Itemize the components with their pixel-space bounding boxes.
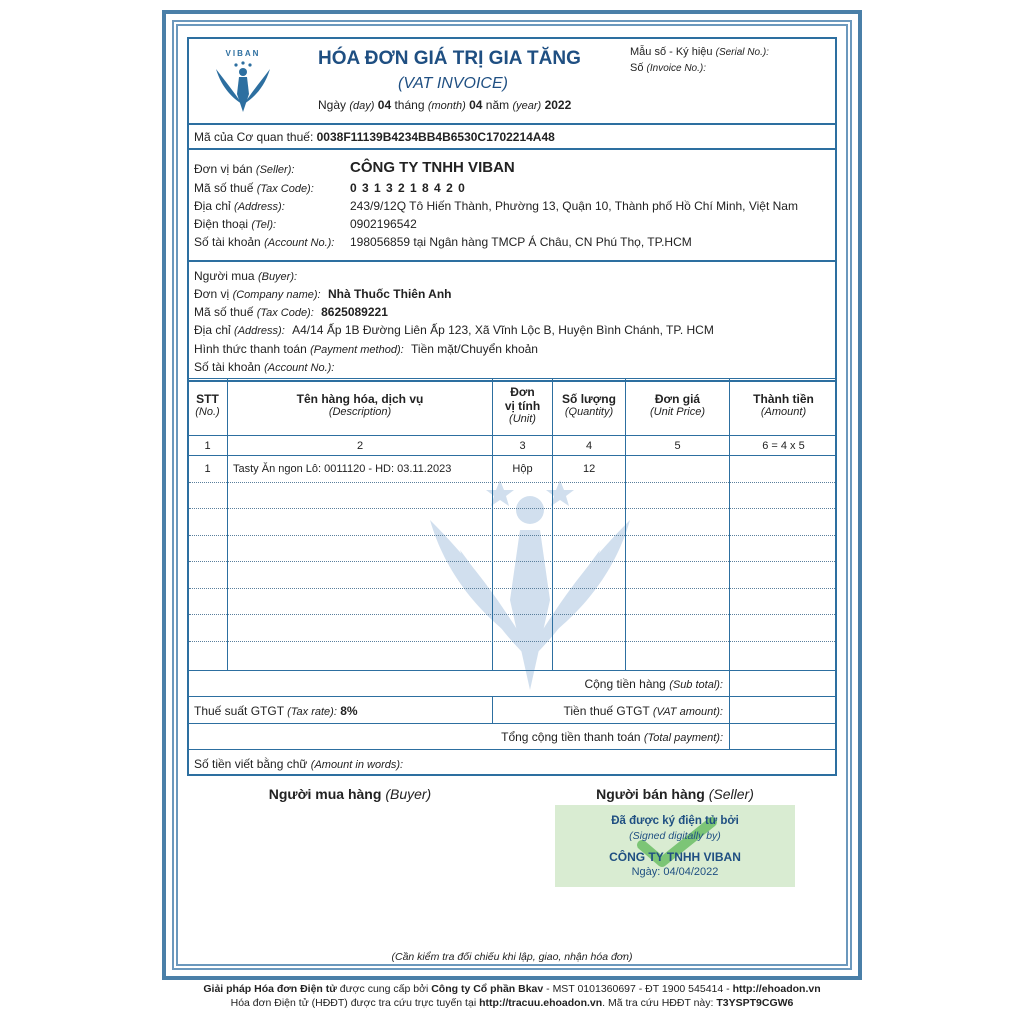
- footer-line-1: [0, 983, 1024, 995]
- col-header-no-vi: STT: [196, 392, 219, 406]
- vat-amount-label: [564, 704, 724, 718]
- month-label: tháng: [394, 98, 425, 112]
- col-header-desc: [228, 392, 492, 418]
- total-payment-label-vi: Tổng cộng tiền thanh toán: [501, 730, 641, 744]
- buyer-address: A4/14 Ấp 1B Đường Liên Ấp 123, Xã Vĩnh Lộc B, Huyện Bình Chánh, TP. HCM: [292, 323, 714, 337]
- col-header-price-en: (Unit Price): [649, 406, 705, 418]
- buyer-account-row: [194, 360, 334, 374]
- col-header-desc-en: (Description): [328, 406, 392, 418]
- row-unit: Hộp: [512, 463, 533, 475]
- tax-rate-row: [194, 704, 358, 718]
- table-row-line: [189, 535, 835, 536]
- subtotal-label-vi: Cộng tiền hàng: [584, 677, 666, 691]
- buyer-label-vi: Người mua: [194, 269, 255, 283]
- totals-col-divider: [729, 671, 730, 749]
- footer-lookup-code: T3YSPT9CGW6: [716, 997, 794, 1009]
- buyer-account-label: Số tài khoản: [194, 360, 261, 374]
- col-divider: [729, 379, 730, 670]
- table-row-line: [189, 588, 835, 589]
- col-header-amount-vi: Thành tiền: [753, 392, 814, 406]
- buyer-account-label-en: (Account No.):: [264, 362, 335, 374]
- separator: [189, 260, 835, 262]
- separator: [189, 380, 835, 382]
- table-header-line: [187, 435, 837, 436]
- footer-provided-by: được cung cấp bởi: [336, 983, 432, 995]
- seller-tax-label: [194, 181, 314, 195]
- buyer-company-row: [194, 287, 452, 301]
- col-header-qty: [553, 392, 625, 418]
- tax-rate-label: Thuế suất GTGT: [194, 704, 284, 718]
- col-divider: [227, 379, 228, 670]
- table-index-line: [187, 455, 837, 456]
- row-no: 1: [204, 463, 211, 475]
- tax-authority-code-row: [194, 130, 555, 144]
- row-quantity: 12: [583, 463, 596, 475]
- svg-text:VIBAN: VIBAN: [225, 49, 261, 58]
- seller-tax-label-vi: Mã số thuế: [194, 181, 254, 195]
- col-header-amount: [730, 392, 837, 418]
- col-header-amount-en: (Amount): [760, 406, 807, 418]
- buyer-payment-row: [194, 342, 538, 356]
- amount-in-words-label: Số tiền viết bằng chữ: [194, 757, 308, 771]
- index-cell: 5: [674, 440, 681, 452]
- day-label: Ngày: [318, 98, 347, 112]
- row-description: Tasty Ăn ngon Lô: 0011120 - HD: 03.11.2023: [233, 463, 452, 475]
- col-header-unit-en: (Unit): [509, 413, 536, 425]
- amount-in-words-label-en: (Amount in words):: [310, 759, 404, 771]
- serial-label: [630, 46, 769, 58]
- seller-tel-label: [194, 217, 276, 231]
- buyer-address-row: [194, 323, 714, 337]
- day-value: 04: [377, 98, 392, 112]
- serial-label-en: (Serial No.):: [715, 47, 769, 58]
- total-payment-label-en: (Total payment):: [643, 732, 723, 744]
- index-cell: 4: [585, 440, 593, 452]
- table-row-line: [189, 561, 835, 562]
- seller-tel-label-en: (Tel):: [251, 219, 277, 231]
- totals-line: [187, 749, 837, 750]
- seller-address-label: [194, 199, 285, 213]
- table-row-line: [189, 508, 835, 509]
- col-header-no: [188, 392, 227, 418]
- seller-account: 198056859 tại Ngân hàng TMCP Á Châu, CN Phú Thọ, TP.HCM: [350, 235, 692, 249]
- seller-account-label: [194, 235, 334, 249]
- subtotal-label: [584, 677, 723, 691]
- totals-line: [187, 723, 837, 724]
- seller-address-label-en: (Address):: [234, 201, 285, 213]
- seller-tax-label-en: (Tax Code):: [256, 183, 314, 195]
- col-header-qty-en: (Quantity): [564, 406, 614, 418]
- seller-tel-label-vi: Điện thoại: [194, 217, 249, 231]
- year-value: 2022: [544, 98, 572, 112]
- seller-tax-code: 0 3 1 3 2 1 8 4 2 0: [350, 181, 466, 195]
- buyer-payment: Tiền mặt/Chuyển khoản: [411, 342, 538, 356]
- viban-logo: [212, 44, 274, 116]
- invoice-date: [318, 98, 571, 112]
- index-cell: 3: [519, 440, 526, 452]
- signer-name: CÔNG TY TNHH VIBAN: [609, 850, 741, 864]
- seller-name-label: [194, 162, 294, 176]
- buyer-tax-code: 8625089221: [321, 305, 388, 319]
- buyer-company-label: Đơn vị: [194, 287, 230, 301]
- buyer-tax-label-en: (Tax Code):: [256, 307, 314, 319]
- buyer-signature-title: [210, 786, 490, 802]
- amount-in-words-row: [194, 757, 403, 771]
- buyer-company: Nhà Thuốc Thiên Anh: [327, 287, 452, 301]
- buyer-tax-row: [194, 305, 388, 319]
- buyer-label: [194, 269, 297, 283]
- subtotal-label-en: (Sub total):: [669, 679, 723, 691]
- invoice-no-label-vi: Số: [630, 62, 644, 74]
- tax-rate-value: 8%: [340, 704, 358, 718]
- index-cell: 1: [204, 440, 211, 452]
- serial-label-vi: Mẫu số - Ký hiệu: [630, 46, 713, 58]
- year-label-en: (year): [512, 100, 542, 112]
- total-payment-label: [501, 730, 723, 744]
- separator: [189, 148, 835, 150]
- invoice-no-label-en: (Invoice No.):: [646, 63, 706, 74]
- invoice-title: HÓA ĐƠN GIÁ TRỊ GIA TĂNG: [318, 48, 581, 69]
- col-header-unit: [493, 385, 552, 425]
- day-label-en: (day): [349, 100, 375, 112]
- footer-link-tracuu[interactable]: http://tracuu.ehoadon.vn: [479, 997, 603, 1009]
- table-top-line: [187, 378, 837, 379]
- buyer-address-label: Địa chỉ: [194, 323, 231, 337]
- seller-name-label-en: (Seller):: [255, 164, 295, 176]
- buyer-signature-label-en: (Buyer): [385, 786, 432, 802]
- footer-lookup-text: Hóa đơn Điện tử (HĐĐT) được tra cứu trực tuyến tại: [230, 997, 480, 1009]
- vat-amount-label-en: (VAT amount):: [652, 706, 723, 718]
- table-row-line: [189, 641, 835, 642]
- check-note: (Cần kiểm tra đối chiếu khi lập, giao, nhận hóa đơn): [391, 951, 633, 963]
- tax-authority-code: 0038F11139B4234BB4B6530C1702214A48: [316, 130, 555, 144]
- vat-amount-label-vi: Tiền thuế GTGT: [563, 704, 650, 718]
- separator: [189, 123, 835, 125]
- seller-tel: 0902196542: [350, 217, 417, 231]
- buyer-company-label-en: (Company name):: [232, 289, 321, 301]
- sign-date: Ngày: 04/04/2022: [631, 866, 719, 878]
- footer-contact: - MST 0101360697 - ĐT 1900 545414 -: [543, 983, 733, 995]
- signed-label: Đã được ký điện tử bởi: [611, 815, 739, 827]
- seller-account-label-en: (Account No.):: [264, 237, 335, 249]
- footer-company: Công ty Cổ phần Bkav: [431, 983, 544, 995]
- col-header-desc-vi: Tên hàng hóa, dịch vụ: [296, 392, 424, 406]
- signed-label-en: (Signed digitally by): [629, 830, 721, 842]
- invoice-subtitle: (VAT INVOICE): [398, 75, 508, 92]
- col-header-no-en: (No.): [195, 406, 220, 418]
- footer-line-2: [0, 997, 1024, 1009]
- buyer-signature-label: Người mua hàng: [268, 786, 382, 802]
- buyer-label-en: (Buyer):: [257, 271, 298, 283]
- year-label: năm: [485, 98, 510, 112]
- footer-solution: Giải pháp Hóa đơn Điện tử: [203, 983, 337, 995]
- buyer-payment-label: Hình thức thanh toán: [194, 342, 307, 356]
- seller-signature-label-en: (Seller): [708, 786, 754, 802]
- col-divider: [552, 379, 553, 670]
- month-value: 04: [469, 98, 483, 112]
- seller-account-label-vi: Số tài khoản: [194, 235, 261, 249]
- buyer-address-label-en: (Address):: [234, 325, 285, 337]
- col-header-price-vi: Đơn giá: [654, 392, 701, 406]
- digital-signature-box: [555, 805, 795, 887]
- index-cell: 6 = 4 x 5: [762, 440, 805, 452]
- table-bottom-line: [187, 670, 837, 671]
- tax-rate-divider: [492, 697, 493, 723]
- totals-line: [187, 696, 837, 697]
- table-row-line: [189, 482, 835, 483]
- col-divider: [625, 379, 626, 670]
- table-row-line: [189, 614, 835, 615]
- col-header-price: [626, 392, 729, 418]
- seller-signature-label: Người bán hàng: [596, 786, 705, 802]
- seller-address-label-vi: Địa chỉ: [194, 199, 231, 213]
- footer-link-ehoadon[interactable]: http://ehoadon.vn: [732, 983, 821, 995]
- tax-rate-label-en: (Tax rate):: [287, 706, 337, 718]
- footer-lookup-code-label: . Mã tra cứu HĐĐT này:: [602, 997, 717, 1009]
- seller-name: CÔNG TY TNHH VIBAN: [350, 159, 515, 176]
- invoice-no-label: [630, 62, 706, 74]
- seller-address: 243/9/12Q Tô Hiến Thành, Phường 13, Quận 10, Thành phố Hồ Chí Minh, Việt Nam: [350, 199, 798, 213]
- tax-authority-label: Mã của Cơ quan thuế:: [194, 130, 314, 144]
- buyer-payment-label-en: (Payment method):: [310, 344, 404, 356]
- seller-name-label-vi: Đơn vị bán: [194, 162, 253, 176]
- buyer-tax-label: Mã số thuế: [194, 305, 254, 319]
- month-label-en: (month): [427, 100, 466, 112]
- index-cell: 2: [356, 440, 364, 452]
- col-header-qty-vi: Số lượng: [562, 392, 616, 406]
- col-header-unit-vi: Đơn vị tính: [504, 385, 541, 413]
- seller-signature-title: [535, 786, 815, 802]
